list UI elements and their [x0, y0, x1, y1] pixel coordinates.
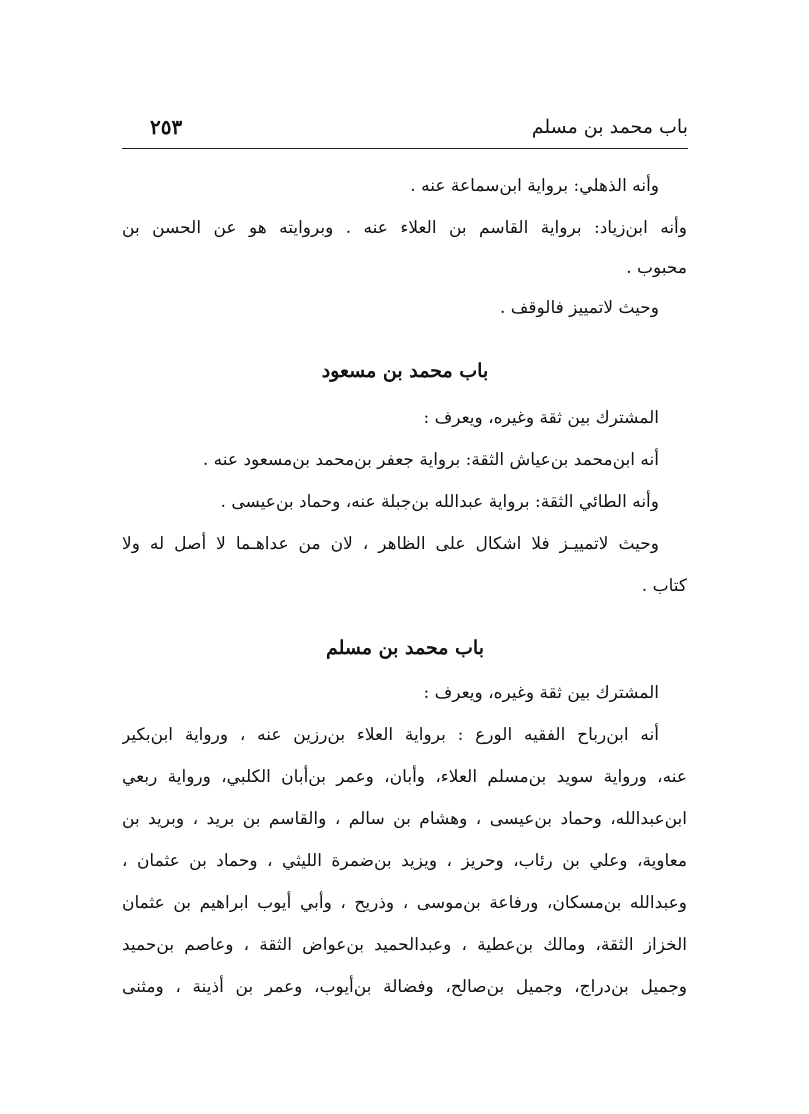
- text-line: أنه ابن‌رباح الفقيه الورع : برواية العلاء بن‌رزين عنه ، ورواية ابن‌بكير: [122, 725, 659, 745]
- text-line: وجميل بن‌دراج، وجميل بن‌صالح، وفضالة بن‌أيوب، وعمر بن أذينة ، ومثنى: [122, 977, 687, 997]
- page-header: [122, 112, 688, 144]
- section-heading: باب محمد بن مسلم: [325, 637, 485, 659]
- text-line: وأنه الطائي الثقة: برواية عبدالله بن‌جبلة عنه، وحماد بن‌عيسى .: [220, 492, 659, 512]
- text-line: معاوية، وعلي بن رئاب، وحريز ، ويزيد بن‌ضمرة الليثي ، وحماد بن عثمان ،: [122, 851, 687, 871]
- text-line: أنه ابن‌محمد بن‌عياش الثقة: برواية جعفر بن‌محمد بن‌مسعود عنه .: [202, 450, 659, 470]
- text-line: الخزاز الثقة، ومالك بن‌عطية ، وعبدالحميد بن‌عواض الثقة ، وعاصم بن‌حميد: [122, 935, 687, 955]
- header-rule: [122, 148, 688, 149]
- page-number: ٢٥٣: [150, 115, 183, 139]
- text-line: عنه، ورواية سويد بن‌مسلم العلاء، وأبان، وعمر بن‌أبان الكلبي، ورواية ربعي: [122, 767, 687, 787]
- text-line: المشترك بين ثقة وغيره، ويعرف :: [423, 683, 659, 703]
- section-heading: باب محمد بن مسعود: [321, 360, 489, 382]
- text-line: وأنه ابن‌زياد: برواية القاسم بن العلاء عنه . وبروايته هو عن الحسن بن: [122, 218, 687, 238]
- text-line: المشترك بين ثقة وغيره، ويعرف :: [423, 408, 659, 428]
- text-line: كتاب .: [641, 576, 687, 596]
- text-line: وأنه الذهلي: برواية ابن‌سماعة عنه .: [410, 176, 659, 196]
- text-line: وحيث لاتمييـز فلا اشكال على الظاهر ، لان من عداهـما لا أصل له ولا: [122, 534, 659, 554]
- text-line: محبوب .: [626, 258, 687, 278]
- text-line: ابن‌عبدالله، وحماد بن‌عيسى ، وهشام بن سالم ، والقاسم بن بريد ، وبريد بن: [122, 809, 687, 829]
- running-title: باب محمد بن مسلم: [531, 116, 688, 138]
- text-line: وحيث لاتمييز فالوقف .: [499, 298, 659, 318]
- text-line: وعبدالله بن‌مسكان، ورفاعة بن‌موسى ، وذريح ، وأبي أيوب ابراهيم بن عثمان: [122, 893, 687, 913]
